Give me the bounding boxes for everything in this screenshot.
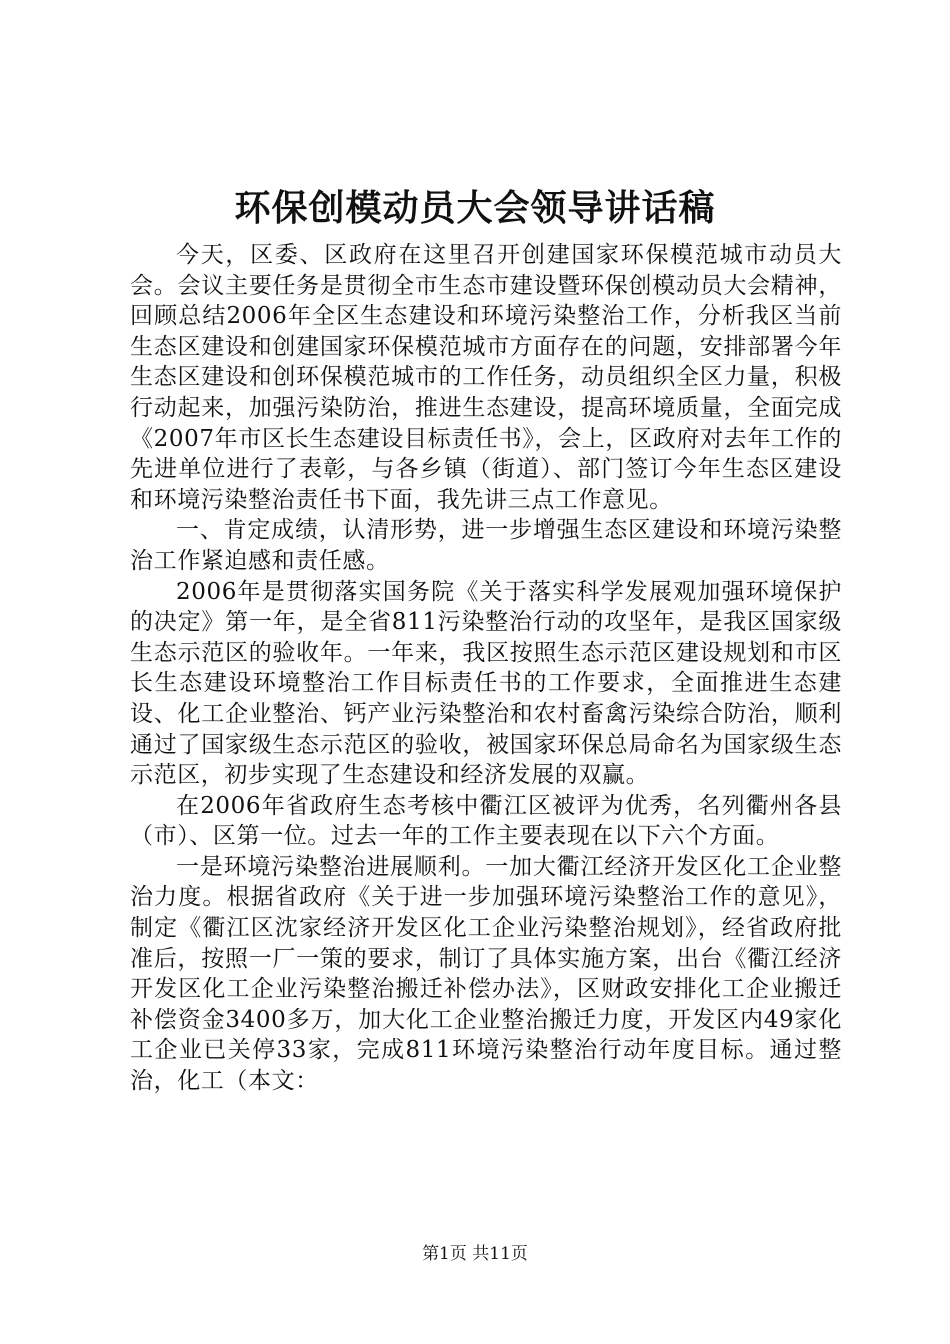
paragraph-pollution-control: 一是环境污染整治进展顺利。一加大衢江经济开发区化工企业整治力度。根据省政府《关于进一步加强环境污染整治工作的意见》，制定《衢江区沈家经济开发区化工企业污染整治规划》，经省政府批准后，按照一厂一策的要求，制订了具体实施方案，出台《衢江经济开发区化工企业污染整治搬迁补偿办法》，区财政安排化工企业搬迁补偿资金3400多万，加大化工企业整治搬迁力度，开发区内49家化工企业已关停33家，完成811环境污染整治行动年度目标。通过整治，化工（本文：: [130, 853, 842, 1095]
paragraph-section-heading: 一、肯定成绩，认清形势，进一步增强生态区建设和环境污染整治工作紧迫感和责任感。: [130, 517, 842, 574]
paragraph-intro: 今天，区委、区政府在这里召开创建国家环保模范城市动员大会。会议主要任务是贯彻全市生态市建设暨环保创模动员大会精神，回顾总结2006年全区生态建设和环境污染整治工作，分析我区当前生态区建设和创建国家环保模范城市方面存在的问题，安排部署今年生态区建设和创环保模范城市的工作任务，动员组织全区力量，积极行动起来，加强污染防治，推进生态建设，提高环境质量，全面完成《2007年市区长生态建设目标责任书》，会上，区政府对去年工作的先进单位进行了表彰，与各乡镇（街道）、部门签订今年生态区建设和环境污染整治责任书下面，我先讲三点工作意见。: [130, 242, 842, 513]
paragraph-2006-review: 2006年是贯彻落实国务院《关于落实科学发展观加强环境保护的决定》第一年，是全省811污染整治行动的攻坚年，是我区国家级生态示范区的验收年。一年来，我区按照生态示范区建设规划和市区长生态建设环境整治工作目标责任书的工作要求，全面推进生态建设、化工企业整治、钙产业污染整治和农村畜禽污染综合防治，顺利通过了国家级生态示范区的验收，被国家环保总局命名为国家级生态示范区，初步实现了生态建设和经济发展的双赢。: [130, 578, 842, 789]
paragraph-assessment: 在2006年省政府生态考核中衢江区被评为优秀，名列衢州各县（市）、区第一位。过去一年的工作主要表现在以下六个方面。: [130, 792, 842, 850]
document-body: [130, 240, 842, 1097]
page-number-footer: 第1页 共11页: [422, 1244, 528, 1264]
document-title: 环保创模动员大会领导讲话稿: [234, 187, 716, 229]
